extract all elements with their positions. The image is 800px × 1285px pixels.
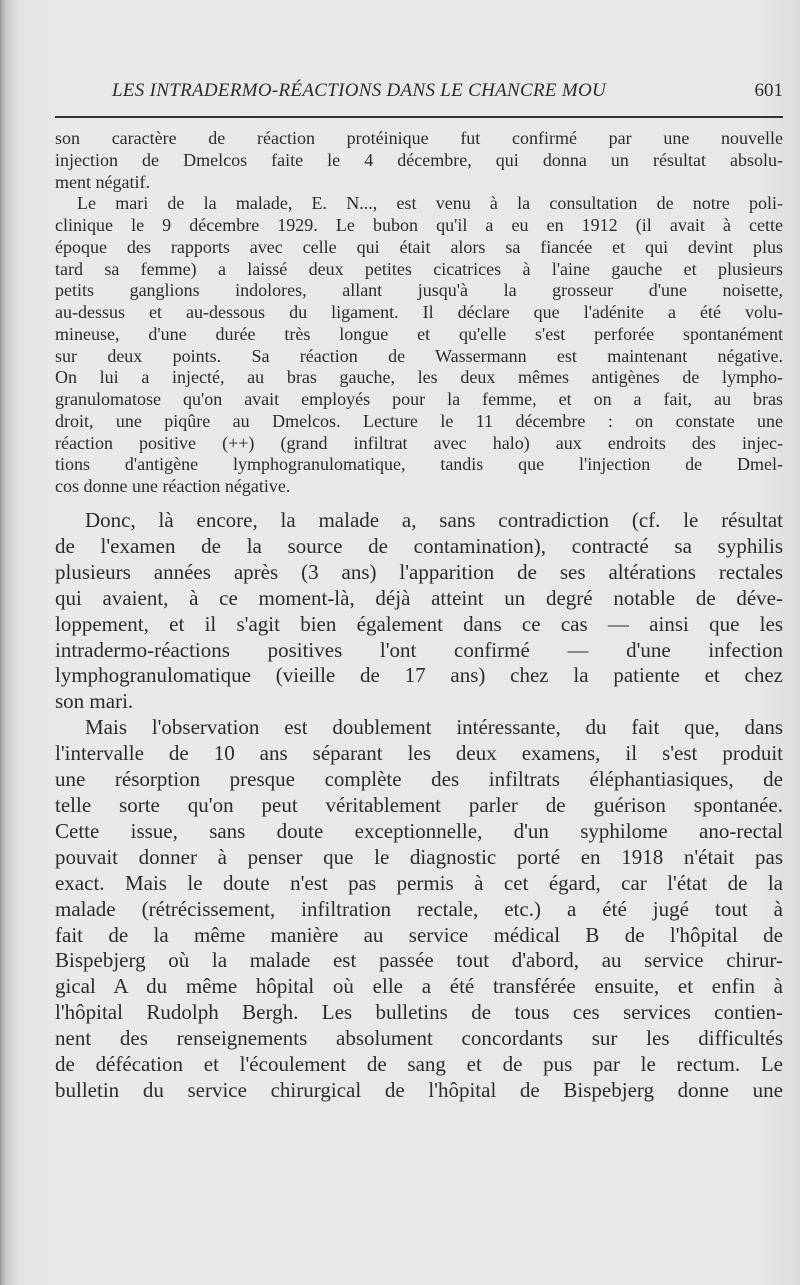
text-line: époque des rapports avec celle qui était alors sa fiancée et qui devint plus: [55, 236, 783, 257]
text-line: Bispebjerg où la malade est passée tout d'abord, au service chirur-: [55, 948, 783, 973]
text-line: Cette issue, sans doute exceptionnelle, d'un syphilome ano-rectal: [55, 818, 783, 843]
text-line: Mais l'observation est doublement intéressante, du fait que, dans: [85, 715, 783, 740]
text-line: clinique le 9 décembre 1929. Le bubon qu'il a eu en 1912 (il avait à cette: [55, 215, 783, 235]
running-title: LES INTRADERMO-RÉACTIONS DANS LE CHANCRE MOU: [112, 80, 606, 101]
text-line: ment négatif.: [55, 171, 150, 192]
text-line: au-dessus et au-dessous du ligament. Il déclare que l'adénite a été volu-: [55, 302, 783, 322]
running-header: [55, 80, 783, 108]
text-line: qui avaient, à ce moment-là, déjà atteint un degré notable de déve-: [55, 585, 783, 610]
text-line: de défécation et l'écoulement de sang et de pus par le rectum. Le: [55, 1052, 783, 1077]
text-line: sur deux points. Sa réaction de Wassermann est maintenant négative.: [55, 345, 783, 366]
text-line: une résorption presque complète des infiltrats éléphantiasiques, de: [55, 767, 783, 792]
text-line: l'intervalle de 10 ans séparant les deux examens, il s'est produit: [55, 741, 783, 766]
text-line: pouvait donner à penser que le diagnostic porté en 1918 n'était pas: [55, 844, 783, 869]
text-line: petits ganglions indolores, allant jusqu'à la grosseur d'une noisette,: [55, 280, 783, 301]
text-line: nent des renseignements absolument concordants sur les difficultés: [55, 1026, 783, 1051]
text-line: tions d'antigène lymphogranulomatique, tandis que l'injection de Dmel-: [55, 454, 783, 475]
paragraph: [55, 193, 783, 498]
text-line: son mari.: [55, 689, 134, 714]
page-number: 601: [754, 80, 783, 101]
text-line: exact. Mais le doute n'est pas permis à cet égard, car l'état de la: [55, 870, 783, 895]
paragraph: [55, 508, 783, 715]
header-rule: [55, 116, 783, 118]
text-line: de l'examen de la source de contamination), contracté sa syphilis: [55, 533, 783, 558]
text-line: réaction positive (++) (grand infiltrat avec halo) aux endroits des injec-: [55, 432, 783, 453]
text-line: bulletin du service chirurgical de l'hôpital de Bispebjerg donne une: [55, 1077, 783, 1102]
text-line: Le mari de la malade, E. N..., est venu à la consultation de notre poli-: [77, 193, 783, 214]
text-line: granulomatose qu'on avait employés pour la femme, et on a fait, au bras: [55, 389, 783, 409]
text-line: plusieurs années après (3 ans) l'apparition de ses altérations rectales: [55, 559, 783, 584]
text-line: loppement, et il s'agit bien également dans ce cas — ainsi que les: [55, 611, 783, 636]
text-line: cos donne une réaction négative.: [55, 476, 291, 496]
text-line: malade (rétrécissement, infiltration rectale, etc.) a été jugé tout à: [55, 896, 783, 921]
text-line: mineuse, d'une durée très longue et qu'elle s'est perforée spontanément: [55, 323, 783, 344]
text-line: droit, une piqûre au Dmelcos. Lecture le 11 décembre : on constate une: [55, 410, 783, 431]
text-line: On lui a injecté, au bras gauche, les deux mêmes antigènes de lympho-: [55, 367, 783, 388]
paragraph: [55, 128, 783, 193]
text-line: tard sa femme) a laissé deux petites cicatrices à l'aine gauche et plusieurs: [55, 258, 783, 279]
paragraph: [55, 715, 783, 1104]
text-line: intradermo-réactions positives l'ont confirmé — d'une infection: [55, 637, 783, 662]
text-line: son caractère de réaction protéinique fut confirmé par une nouvelle: [55, 128, 783, 148]
text-line: Donc, là encore, la malade a, sans contradiction (cf. le résultat: [85, 508, 783, 532]
text-line: gical A du même hôpital où elle a été transférée ensuite, et enfin à: [55, 974, 783, 999]
text-line: fait de la même manière au service médical B de l'hôpital de: [55, 922, 783, 947]
body-text-section: [55, 508, 783, 1104]
text-line: injection de Dmelcos faite le 4 décembre, qui donna un résultat absolu-: [55, 149, 783, 170]
text-line: telle sorte qu'on peut véritablement parler de guérison spontanée.: [55, 792, 783, 817]
small-print-section: [55, 128, 783, 498]
text-line: lymphogranulomatique (vieille de 17 ans) chez la patiente et chez: [55, 663, 783, 688]
text-line: l'hôpital Rudolph Bergh. Les bulletins de tous ces services contien-: [55, 1000, 783, 1025]
